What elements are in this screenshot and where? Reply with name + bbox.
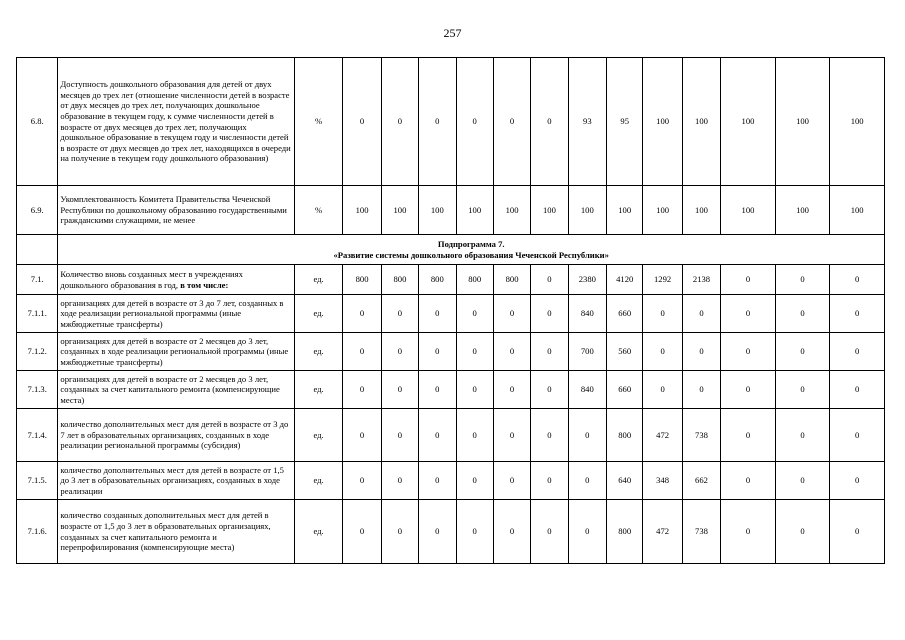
row-number: 6.9. (17, 186, 58, 235)
value-cell: 0 (381, 371, 418, 409)
value-cell: 0 (775, 409, 830, 462)
value-cell: 800 (456, 265, 493, 295)
value-cell: 0 (775, 462, 830, 500)
value-cell: 2380 (568, 265, 606, 295)
row-number: 7.1.6. (17, 500, 58, 564)
value-cell: 700 (568, 333, 606, 371)
value-cell: 0 (456, 295, 493, 333)
value-cell: 0 (830, 500, 885, 564)
subprogram-heading (58, 235, 885, 265)
value-cell: 100 (531, 186, 568, 235)
value-cell: 0 (721, 500, 776, 564)
table-row (17, 500, 885, 564)
unit-cell: ед. (294, 333, 343, 371)
value-cell: 0 (531, 58, 568, 186)
value-cell: 0 (721, 371, 776, 409)
description-text: Доступность дошкольного образования для детей от двух месяцев до трех лет (отношение численности детей в возрасте от двух месяцев до трех лет, получающих дошкольное образование в текущем году, к сумме численности детей в возрасте от двух месяцев до трех лет, получающих дошкольное образование в текущем году и численности детей в возрасте от двух месяцев до трех лет, находящихся в очереди на получение в текущем году дошкольного образования) (60, 79, 291, 164)
value-cell: 738 (682, 500, 720, 564)
value-cell: 100 (607, 186, 643, 235)
value-cell: 662 (682, 462, 720, 500)
value-cell: 0 (493, 371, 530, 409)
value-cell: 100 (775, 58, 830, 186)
value-cell: 0 (493, 295, 530, 333)
value-cell: 0 (568, 409, 606, 462)
value-cell: 472 (643, 409, 682, 462)
description-text: Количество вновь созданных мест в учреждениях дошкольного образования в год, (60, 268, 243, 290)
value-cell: 0 (531, 333, 568, 371)
value-cell: 0 (381, 500, 418, 564)
row-number: 7.1.1. (17, 295, 58, 333)
value-cell: 100 (830, 58, 885, 186)
value-cell: 0 (456, 409, 493, 462)
value-cell: 100 (830, 186, 885, 235)
subprogram-title: Подпрограмма 7. (437, 238, 505, 249)
table-row (17, 409, 885, 462)
indicator-description (58, 500, 294, 564)
value-cell: 0 (381, 462, 418, 500)
value-cell: 0 (830, 371, 885, 409)
value-cell: 840 (568, 371, 606, 409)
value-cell: 100 (419, 186, 456, 235)
indicator-description (58, 409, 294, 462)
table-row (17, 58, 885, 186)
value-cell: 100 (568, 186, 606, 235)
row-number: 7.1.3. (17, 371, 58, 409)
value-cell: 100 (682, 186, 720, 235)
row-number: 7.1.4. (17, 409, 58, 462)
value-cell: 0 (343, 409, 381, 462)
value-cell: 0 (493, 500, 530, 564)
value-cell: 0 (568, 500, 606, 564)
value-cell: 0 (721, 265, 776, 295)
value-cell: 0 (343, 295, 381, 333)
table-row (17, 295, 885, 333)
table-row (17, 265, 885, 295)
value-cell: 0 (775, 265, 830, 295)
value-cell: 640 (607, 462, 643, 500)
row-number: 7.1. (17, 265, 58, 295)
value-cell: 0 (343, 500, 381, 564)
value-cell: 0 (830, 265, 885, 295)
value-cell: 0 (381, 295, 418, 333)
value-cell: 0 (721, 333, 776, 371)
value-cell: 738 (682, 409, 720, 462)
value-cell: 0 (531, 462, 568, 500)
value-cell: 560 (607, 333, 643, 371)
value-cell: 800 (607, 500, 643, 564)
value-cell: 472 (643, 500, 682, 564)
value-cell: 0 (531, 265, 568, 295)
value-cell: 0 (721, 409, 776, 462)
indicator-description (58, 295, 294, 333)
indicator-description (58, 462, 294, 500)
description-text: количество дополнительных мест для детей в возрасте от 1,5 до 3 лет в образовательных организациях, созданных в ходе реализации (60, 464, 284, 496)
unit-cell: ед. (294, 295, 343, 333)
value-cell: 93 (568, 58, 606, 186)
value-cell: 0 (456, 500, 493, 564)
value-cell: 348 (643, 462, 682, 500)
value-cell: 0 (456, 58, 493, 186)
value-cell: 0 (456, 333, 493, 371)
value-cell: 0 (643, 371, 682, 409)
description-text: Укомплектованность Комитета Правительства Чеченской Республики по дошкольному образованию государственными гражданскими служащими, не менее (60, 194, 287, 226)
description-text: организациях для детей в возрасте от 2 месяцев до 3 лет, созданных в ходе реализации региональной программы (иные мжбюджетные трансферты) (60, 335, 289, 367)
indicator-description (58, 58, 294, 186)
value-cell: 100 (721, 186, 776, 235)
value-cell: 100 (343, 186, 381, 235)
row-number: 7.1.2. (17, 333, 58, 371)
value-cell: 0 (343, 58, 381, 186)
indicators-table (16, 57, 885, 564)
value-cell: 0 (775, 295, 830, 333)
value-cell: 0 (775, 371, 830, 409)
indicator-description (58, 333, 294, 371)
value-cell: 0 (643, 295, 682, 333)
unit-cell: ед. (294, 462, 343, 500)
value-cell: 0 (830, 462, 885, 500)
value-cell: 0 (531, 295, 568, 333)
subprogram-subtitle: «Развитие системы дошкольного образования Чеченской Республики» (333, 249, 609, 260)
value-cell: 0 (419, 333, 456, 371)
value-cell: 0 (531, 371, 568, 409)
value-cell: 100 (721, 58, 776, 186)
value-cell: 0 (493, 58, 530, 186)
value-cell: 0 (830, 295, 885, 333)
value-cell: 100 (682, 58, 720, 186)
value-cell: 0 (381, 333, 418, 371)
subprogram-row (17, 235, 885, 265)
table-row (17, 462, 885, 500)
value-cell: 100 (643, 186, 682, 235)
indicator-description (58, 186, 294, 235)
value-cell: 0 (419, 462, 456, 500)
value-cell: 100 (381, 186, 418, 235)
value-cell: 840 (568, 295, 606, 333)
value-cell: 0 (381, 58, 418, 186)
value-cell: 0 (830, 409, 885, 462)
value-cell: 4120 (607, 265, 643, 295)
value-cell: 0 (682, 333, 720, 371)
unit-cell: ед. (294, 265, 343, 295)
description-text: количество дополнительных мест для детей в возрасте от 3 до 7 лет в образовательных организациях, созданных в ходе реализации региональной программы (субсидия) (60, 419, 289, 451)
description-bold-text: в том числе: (180, 279, 229, 290)
value-cell: 0 (419, 58, 456, 186)
row-number: 7.1.5. (17, 462, 58, 500)
page-number: 257 (443, 26, 462, 40)
value-cell: 95 (607, 58, 643, 186)
value-cell: 0 (419, 371, 456, 409)
value-cell: 0 (775, 500, 830, 564)
value-cell: 0 (343, 333, 381, 371)
value-cell: 0 (682, 371, 720, 409)
value-cell: 0 (343, 462, 381, 500)
value-cell: 0 (493, 333, 530, 371)
value-cell: 0 (381, 409, 418, 462)
row-number: 6.8. (17, 58, 58, 186)
value-cell: 0 (419, 409, 456, 462)
value-cell: 660 (607, 371, 643, 409)
value-cell: 660 (607, 295, 643, 333)
value-cell: 0 (493, 409, 530, 462)
value-cell: 0 (456, 371, 493, 409)
value-cell: 800 (343, 265, 381, 295)
value-cell: 800 (381, 265, 418, 295)
value-cell: 100 (493, 186, 530, 235)
value-cell: 0 (721, 462, 776, 500)
unit-cell: % (294, 58, 343, 186)
value-cell: 0 (531, 500, 568, 564)
table-row (17, 371, 885, 409)
value-cell: 800 (419, 265, 456, 295)
table-row (17, 333, 885, 371)
unit-cell: ед. (294, 500, 343, 564)
value-cell: 100 (775, 186, 830, 235)
value-cell: 0 (682, 295, 720, 333)
value-cell: 0 (419, 295, 456, 333)
value-cell: 100 (456, 186, 493, 235)
unit-cell: ед. (294, 371, 343, 409)
table-row (17, 186, 885, 235)
value-cell: 0 (531, 409, 568, 462)
value-cell: 1292 (643, 265, 682, 295)
value-cell: 800 (607, 409, 643, 462)
description-text: организациях для детей в возрасте от 3 до 7 лет, созданных в ходе реализации региональной программы (иные мжбюджетные трансферты) (60, 297, 284, 329)
value-cell: 0 (343, 371, 381, 409)
value-cell: 800 (493, 265, 530, 295)
value-cell: 0 (456, 462, 493, 500)
value-cell: 0 (721, 295, 776, 333)
unit-cell: % (294, 186, 343, 235)
value-cell: 0 (568, 462, 606, 500)
value-cell: 0 (830, 333, 885, 371)
value-cell: 0 (493, 462, 530, 500)
value-cell: 0 (643, 333, 682, 371)
value-cell: 100 (643, 58, 682, 186)
description-text: количество созданных дополнительных мест для детей в возрасте от 1,5 до 3 лет в образовательных организациях, созданных за счет капитального ремонта и перепрофилирования (компенсирующие места) (60, 510, 271, 553)
unit-cell: ед. (294, 409, 343, 462)
description-text: организациях для детей в возрасте от 2 месяцев до 3 лет, созданных за счет капитального ремонта (компенсирующие места) (60, 373, 280, 405)
indicator-description (58, 371, 294, 409)
value-cell: 2138 (682, 265, 720, 295)
indicator-description (58, 265, 294, 295)
value-cell: 0 (775, 333, 830, 371)
value-cell: 0 (419, 500, 456, 564)
